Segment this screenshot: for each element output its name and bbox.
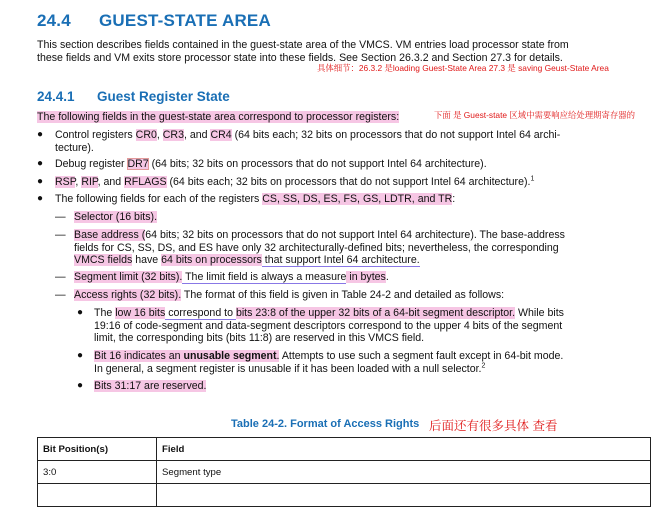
text: (64 bits each; 32 bits on processors that do not support Intel 64 archi-: [231, 129, 561, 141]
handwritten-note-registers: 下面 是 Guest-state 区域中需要响应给处理期寄存器的: [434, 110, 636, 120]
text: tecture).: [55, 141, 94, 154]
text: Attempts to use such a segment fault except in 64-bit mode.: [279, 350, 564, 362]
access-rights-highlight: Access rights (32 bits).: [74, 289, 182, 301]
text: The format of this field is given in Table 24-2 and detailed as follows:: [181, 289, 505, 301]
handwritten-note-table: 后面还有很多具体 查看: [429, 419, 558, 433]
bullet-dot: ●: [37, 193, 44, 204]
dash-marker: —: [55, 211, 66, 223]
header-field: Field: [157, 438, 651, 461]
underlined-text: that support Intel 64 architecture.: [261, 254, 420, 266]
dash-access-rights: [55, 289, 647, 302]
text: (64 bits each; 32 bits on processors that do not support Intel 64 architecture).: [166, 176, 531, 188]
text: have: [132, 254, 162, 266]
bytes-highlight: in bytes: [346, 271, 386, 283]
table-title: Table 24-2. Format of Access Rights: [231, 418, 420, 430]
dr7-highlight: DR7: [127, 158, 149, 170]
section-title: GUEST-STATE AREA: [99, 11, 271, 30]
dash-marker: —: [55, 229, 66, 241]
text: In general, a segment register is unusable if it has been loaded with a null selector.: [94, 362, 482, 375]
cell-field: Segment type: [157, 461, 651, 484]
bits-23-8-highlight: bits 23:8 of the upper 32 bits of a 64-bit segment descriptor.: [235, 307, 516, 319]
table-row: [38, 461, 651, 484]
bullet-segment-registers: [37, 193, 647, 206]
cell-bit-position: 3:0: [38, 461, 157, 484]
subbullet-bit-16: [77, 350, 647, 375]
dash-base-address: [55, 229, 647, 267]
text: .: [385, 271, 389, 283]
dash-selector: [55, 211, 647, 224]
bullet-debug-register: [37, 158, 647, 171]
bullet-dot: ●: [37, 176, 44, 187]
selector-highlight: Selector (16 bits).: [74, 211, 158, 223]
bullet-rsp-rip-rflags: [37, 176, 647, 189]
bullet-dot: ●: [77, 350, 84, 361]
intro-paragraph: [37, 39, 647, 64]
text: Debug register: [55, 158, 128, 170]
text: 64 bits; 32 bits on processors that do not support Intel 64 architecture). The base-address: [145, 229, 565, 241]
text: Control registers: [55, 129, 136, 141]
lead-text: The following fields in the guest-state area correspond to processor registers:: [37, 111, 400, 123]
segment-limit-highlight: Segment limit (32 bits).: [74, 271, 183, 283]
text: , and: [183, 129, 211, 141]
cr3-highlight: CR3: [162, 129, 184, 141]
text: While bits: [515, 307, 564, 319]
access-rights-table: [37, 437, 651, 507]
dash-segment-limit: [55, 271, 647, 284]
section-number: 24.4: [37, 11, 71, 30]
intro-line-2: these fields and VM exits store processor state into these fields. See Section 26.3.2 and Section 27.3 for details.: [37, 51, 563, 64]
dash-marker: —: [55, 289, 66, 301]
footnote-1: 1: [530, 175, 535, 183]
text: ,: [156, 129, 163, 141]
64-bits-highlight: 64 bits on processors: [161, 254, 262, 266]
rip-highlight: RIP: [81, 176, 98, 188]
header-bit-position: Bit Position(s): [38, 438, 157, 461]
text: (64 bits; 32 bits on processors that do not support Intel 64 architecture).: [148, 158, 487, 170]
subbullet-bits-31-17: [77, 380, 647, 393]
segment-registers-highlight: CS, SS, DS, ES, FS, GS, LDTR, and TR: [262, 193, 453, 205]
subbullet-low-16-bits: [77, 307, 647, 345]
text: 19:16 of code-segment and data-segment descriptors correspond to the upper 4 bits of the segment: [94, 319, 563, 332]
subsection-heading: [37, 89, 230, 104]
handwritten-note-details: 具体细节：26.3.2 是loading Guest-State Area 27.3 是 saving Geust-State Area: [317, 63, 609, 73]
underlined-text: correspond to: [165, 307, 236, 319]
cell-partial: [38, 484, 157, 507]
bullet-dot: ●: [37, 129, 44, 140]
bit-16-highlight: [94, 350, 279, 362]
bullet-dot: ●: [37, 158, 44, 169]
table-row-partial: [38, 484, 651, 507]
bullet-control-registers: [37, 129, 647, 154]
text: , and: [97, 176, 125, 188]
low-16-bits-highlight: low 16 bits: [115, 307, 166, 319]
text: The following fields for each of the registers: [55, 193, 263, 205]
text: .: [276, 350, 280, 362]
cr4-highlight: CR4: [210, 129, 232, 141]
footnote-2: 2: [481, 361, 486, 369]
text: :: [452, 193, 456, 205]
reserved-bits-highlight: Bits 31:17 are reserved.: [94, 380, 207, 392]
intro-line-1: This section describes fields contained in the guest-state area of the VMCS. VM entries load processor state from: [37, 39, 569, 51]
text: Bit 16 indicates an: [94, 350, 184, 362]
underlined-text: The limit field is always a measure: [182, 271, 347, 283]
table-header-row: [38, 438, 651, 461]
text: The: [94, 307, 116, 319]
rsp-highlight: RSP: [55, 176, 76, 188]
lead-paragraph: [37, 111, 399, 124]
cr0-highlight: CR0: [135, 129, 157, 141]
bullet-dot: ●: [77, 307, 84, 318]
text: limit, the corresponding bits (bits 11:8) are reserved in this VMCS field.: [94, 332, 425, 344]
section-heading: [37, 11, 271, 31]
text: ,: [75, 176, 82, 188]
text: fields for CS, SS, DS, and ES have only 32 architecturally-defined bits; nevertheless, the corresponding: [74, 241, 559, 254]
cell-partial: [157, 484, 651, 507]
rflags-highlight: RFLAGS: [124, 176, 167, 188]
base-address-highlight: Base address (: [74, 229, 146, 241]
subsection-title: Guest Register State: [97, 89, 230, 104]
dash-marker: —: [55, 271, 66, 283]
subsection-number: 24.4.1: [37, 89, 75, 104]
vmcs-fields-highlight: VMCS fields: [74, 254, 133, 266]
bullet-dot: ●: [77, 380, 84, 391]
unusable-segment-bold: unusable segment: [183, 350, 277, 362]
